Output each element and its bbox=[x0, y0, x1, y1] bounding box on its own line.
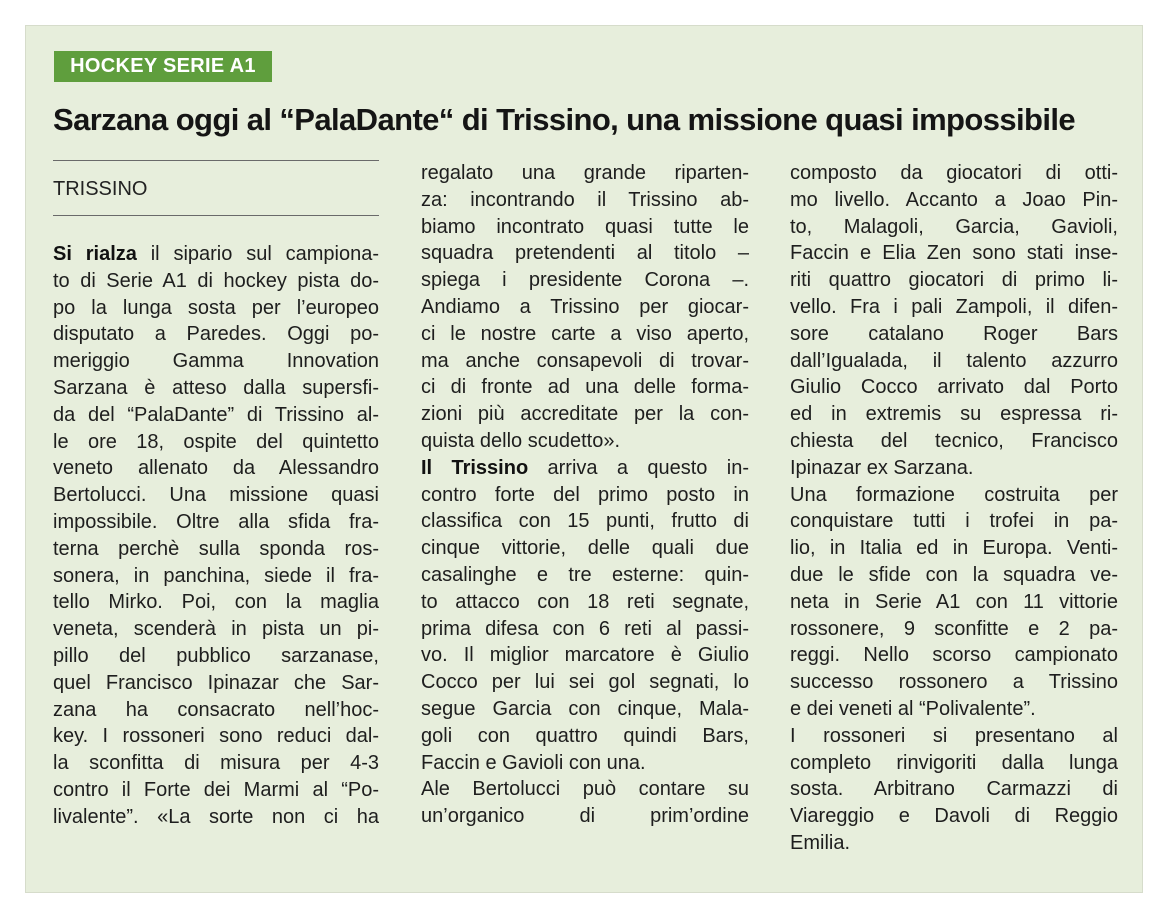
article-line bbox=[53, 429, 379, 456]
lead-in: Il Trissino bbox=[421, 456, 529, 479]
line-text: vello. Fra i pali Zampoli, il difen- bbox=[790, 296, 1118, 318]
line-text: terna perchè sulla sponda ros- bbox=[53, 537, 379, 560]
dateline: TRISSINO bbox=[53, 178, 148, 200]
line-text: veneta, scenderà in pista un pi- bbox=[53, 618, 379, 641]
article-line bbox=[53, 616, 379, 643]
line-text: chiesta del tecnico, Francisco bbox=[790, 430, 1118, 452]
article-line bbox=[421, 455, 749, 482]
article-line bbox=[790, 187, 1118, 214]
article-line bbox=[53, 482, 379, 509]
line-text: biamo incontrato quasi tutte le bbox=[421, 215, 749, 238]
line-text: segue Garcia con cinque, Mala- bbox=[421, 698, 749, 720]
line-text: ci di fronte ad una delle forma- bbox=[421, 376, 749, 399]
article-line bbox=[790, 214, 1118, 241]
line-text: Una formazione costruita per bbox=[790, 483, 1118, 506]
line-text: riti quattro giocatori di primo li- bbox=[790, 269, 1118, 292]
line-text: po la lunga sosta per l’europeo bbox=[53, 296, 379, 319]
article-line bbox=[421, 267, 749, 294]
line-text: Faccin e Gavioli con una. bbox=[421, 751, 646, 774]
line-text: quel Francisco Ipinazar che Sar- bbox=[53, 671, 379, 694]
article-line bbox=[790, 669, 1118, 696]
line-text: sosta. Arbitrano Carmazzi di bbox=[790, 778, 1118, 801]
article-line bbox=[53, 697, 379, 724]
line-text: I rossoneri si presentano al bbox=[790, 724, 1118, 747]
line-text: sore catalano Roger Bars bbox=[790, 322, 1118, 345]
line-text: meriggio Gamma Innovation bbox=[53, 350, 379, 373]
article-line bbox=[421, 535, 749, 562]
line-text: Ipinazar ex Sarzana. bbox=[790, 456, 974, 479]
line-text: to attacco con 18 reti segnate, bbox=[421, 590, 749, 613]
line-text: Ale Bertolucci può contare su bbox=[421, 778, 749, 801]
article-line bbox=[790, 642, 1118, 669]
article-line bbox=[790, 374, 1118, 401]
article-line bbox=[421, 294, 749, 321]
article-line bbox=[790, 348, 1118, 375]
line-text: la sconfitta di misura per 4-3 bbox=[53, 752, 379, 775]
article-line bbox=[421, 482, 749, 509]
headline: Sarzana oggi al “PalaDante“ di Trissino, una missione quasi impossibile bbox=[53, 102, 1076, 137]
article-line bbox=[790, 455, 1118, 482]
line-text: il sipario sul campiona- bbox=[136, 243, 379, 265]
line-text: due le sfide con la squadra ve- bbox=[790, 564, 1118, 586]
line-text: e dei veneti al “Polivalente”. bbox=[790, 698, 1036, 720]
line-text: tello Mirko. Poi, con la maglia bbox=[53, 591, 379, 614]
article-line bbox=[790, 589, 1118, 616]
article-line bbox=[421, 589, 749, 616]
article-line bbox=[421, 642, 749, 669]
line-text: Emilia. bbox=[790, 832, 851, 854]
line-text: spiega i presidente Corona –. bbox=[421, 269, 749, 292]
article-line bbox=[421, 428, 749, 455]
line-text: Giulio Cocco arrivato dal Porto bbox=[790, 376, 1118, 399]
line-text: un’organico di prim’ordine bbox=[421, 805, 749, 828]
article-line bbox=[421, 160, 749, 187]
article-line bbox=[790, 428, 1118, 455]
article-line bbox=[53, 536, 379, 563]
article-line bbox=[421, 803, 749, 830]
line-text: sonera, in panchina, siede il fra- bbox=[53, 564, 379, 587]
article-line bbox=[53, 402, 379, 429]
line-text: reggi. Nello scorso campionato bbox=[790, 644, 1118, 667]
article-line bbox=[53, 804, 379, 831]
article-line bbox=[421, 562, 749, 589]
article-line bbox=[421, 321, 749, 348]
line-text: le ore 18, ospite del quintetto bbox=[53, 430, 379, 453]
line-text: composto da giocatori di otti- bbox=[790, 162, 1118, 184]
article-line bbox=[790, 803, 1118, 830]
article-line bbox=[53, 268, 379, 295]
article-line bbox=[790, 267, 1118, 294]
line-text: impossibile. Oltre alla sfida fra- bbox=[53, 511, 379, 533]
line-text: arriva a questo in- bbox=[528, 456, 750, 479]
line-text: Faccin e Elia Zen sono stati inse- bbox=[790, 242, 1118, 265]
line-text: livalente”. «La sorte non ci ha bbox=[53, 805, 379, 828]
line-text: squadra pretendenti al titolo – bbox=[421, 242, 749, 265]
line-text: cinque vittorie, delle quali due bbox=[421, 537, 749, 560]
line-text: prima difesa con 6 reti al passi- bbox=[421, 617, 749, 640]
article-line bbox=[790, 240, 1118, 267]
line-text: to, Malagoli, Garcia, Gavioli, bbox=[790, 215, 1118, 238]
article-line bbox=[421, 696, 749, 723]
article-line bbox=[53, 455, 379, 482]
line-text: ed in extremis su espressa ri- bbox=[790, 403, 1118, 426]
line-text: za: incontrando il Trissino ab- bbox=[421, 188, 749, 211]
article-line bbox=[53, 321, 379, 348]
line-text: conquistare tutti i trofei in pa- bbox=[790, 510, 1118, 533]
line-text: completo rinvigoriti dalla lunga bbox=[790, 751, 1118, 774]
line-text: Sarzana è atteso dalla supersfi- bbox=[53, 377, 379, 399]
article-line bbox=[53, 643, 379, 670]
article-line bbox=[790, 562, 1118, 589]
article-line bbox=[53, 589, 379, 616]
line-text: casalinghe e tre esterne: quin- bbox=[421, 564, 749, 586]
line-text: rossonere, 9 sconfitte e 2 pa- bbox=[790, 617, 1118, 640]
line-text: goli con quattro quindi Bars, bbox=[421, 724, 749, 747]
line-text: ci le nostre carte a viso aperto, bbox=[421, 322, 749, 345]
article-line bbox=[421, 240, 749, 267]
line-text: regalato una grande riparten- bbox=[421, 162, 749, 184]
line-text: veneto allenato da Alessandro bbox=[53, 457, 379, 480]
article-line bbox=[53, 509, 379, 536]
article-line bbox=[790, 401, 1118, 428]
line-text: Cocco per lui sei gol segnati, lo bbox=[421, 671, 749, 694]
line-text: contro forte del primo posto in bbox=[421, 483, 749, 506]
line-text: da del “PalaDante” di Trissino al- bbox=[53, 403, 379, 426]
article-line bbox=[790, 723, 1118, 750]
article-line bbox=[53, 777, 379, 804]
line-text: vo. Il miglior marcatore è Giulio bbox=[421, 644, 749, 667]
article-line bbox=[421, 374, 749, 401]
line-text: contro il Forte dei Marmi al “Po- bbox=[53, 779, 379, 801]
article-line bbox=[421, 723, 749, 750]
line-text: zana ha consacrato nell’hoc- bbox=[53, 698, 379, 721]
article-line bbox=[421, 750, 749, 777]
dateline-rule-bottom bbox=[53, 215, 379, 216]
line-text: key. I rossoneri sono reduci dal- bbox=[53, 725, 379, 748]
article-line bbox=[790, 750, 1118, 777]
article-line bbox=[790, 830, 1118, 857]
article-line bbox=[53, 563, 379, 590]
article-line bbox=[790, 160, 1118, 187]
line-text: dall’Igualada, il talento azzurro bbox=[790, 349, 1118, 372]
line-text: Andiamo a Trissino per giocar- bbox=[421, 296, 749, 318]
article-line bbox=[790, 535, 1118, 562]
article-line bbox=[421, 616, 749, 643]
line-text: disputato a Paredes. Oggi po- bbox=[53, 323, 379, 346]
article-line bbox=[53, 348, 379, 375]
line-text: lio, in Italia ed in Europa. Venti- bbox=[790, 537, 1118, 560]
article-line bbox=[790, 508, 1118, 535]
line-text: classifica con 15 punti, frutto di bbox=[421, 510, 749, 533]
article-line bbox=[53, 723, 379, 750]
article-line bbox=[53, 375, 379, 402]
article-line bbox=[53, 750, 379, 777]
article-line bbox=[790, 321, 1118, 348]
line-text: ma anche consapevoli di trovar- bbox=[421, 349, 749, 372]
line-text: successo rossonero a Trissino bbox=[790, 671, 1118, 694]
line-text: quista dello scudetto». bbox=[421, 430, 621, 452]
article-line bbox=[790, 482, 1118, 509]
article-line bbox=[421, 401, 749, 428]
article-line bbox=[53, 670, 379, 697]
dateline-rule-top bbox=[53, 160, 379, 161]
article-line bbox=[421, 348, 749, 375]
article-line bbox=[421, 187, 749, 214]
article-line bbox=[53, 241, 379, 268]
line-text: neta in Serie A1 con 11 vittorie bbox=[790, 590, 1118, 613]
line-text: zioni più accreditate per la con- bbox=[421, 403, 749, 426]
article-line bbox=[790, 294, 1118, 321]
article-line bbox=[421, 508, 749, 535]
line-text: Bertolucci. Una missione quasi bbox=[53, 484, 379, 507]
line-text: to di Serie A1 di hockey pista do- bbox=[53, 269, 379, 292]
article-line bbox=[53, 295, 379, 322]
line-text: mo livello. Accanto a Joao Pin- bbox=[790, 188, 1118, 211]
article-line bbox=[421, 669, 749, 696]
article-line bbox=[790, 616, 1118, 643]
lead-in: Si rialza bbox=[53, 243, 137, 265]
article-line bbox=[790, 696, 1118, 723]
line-text: pillo del pubblico sarzanase, bbox=[53, 645, 379, 667]
article-line bbox=[421, 776, 749, 803]
article-line bbox=[421, 214, 749, 241]
section-tag: HOCKEY SERIE A1 bbox=[54, 51, 272, 82]
article-line bbox=[790, 776, 1118, 803]
line-text: Viareggio e Davoli di Reggio bbox=[790, 805, 1118, 828]
